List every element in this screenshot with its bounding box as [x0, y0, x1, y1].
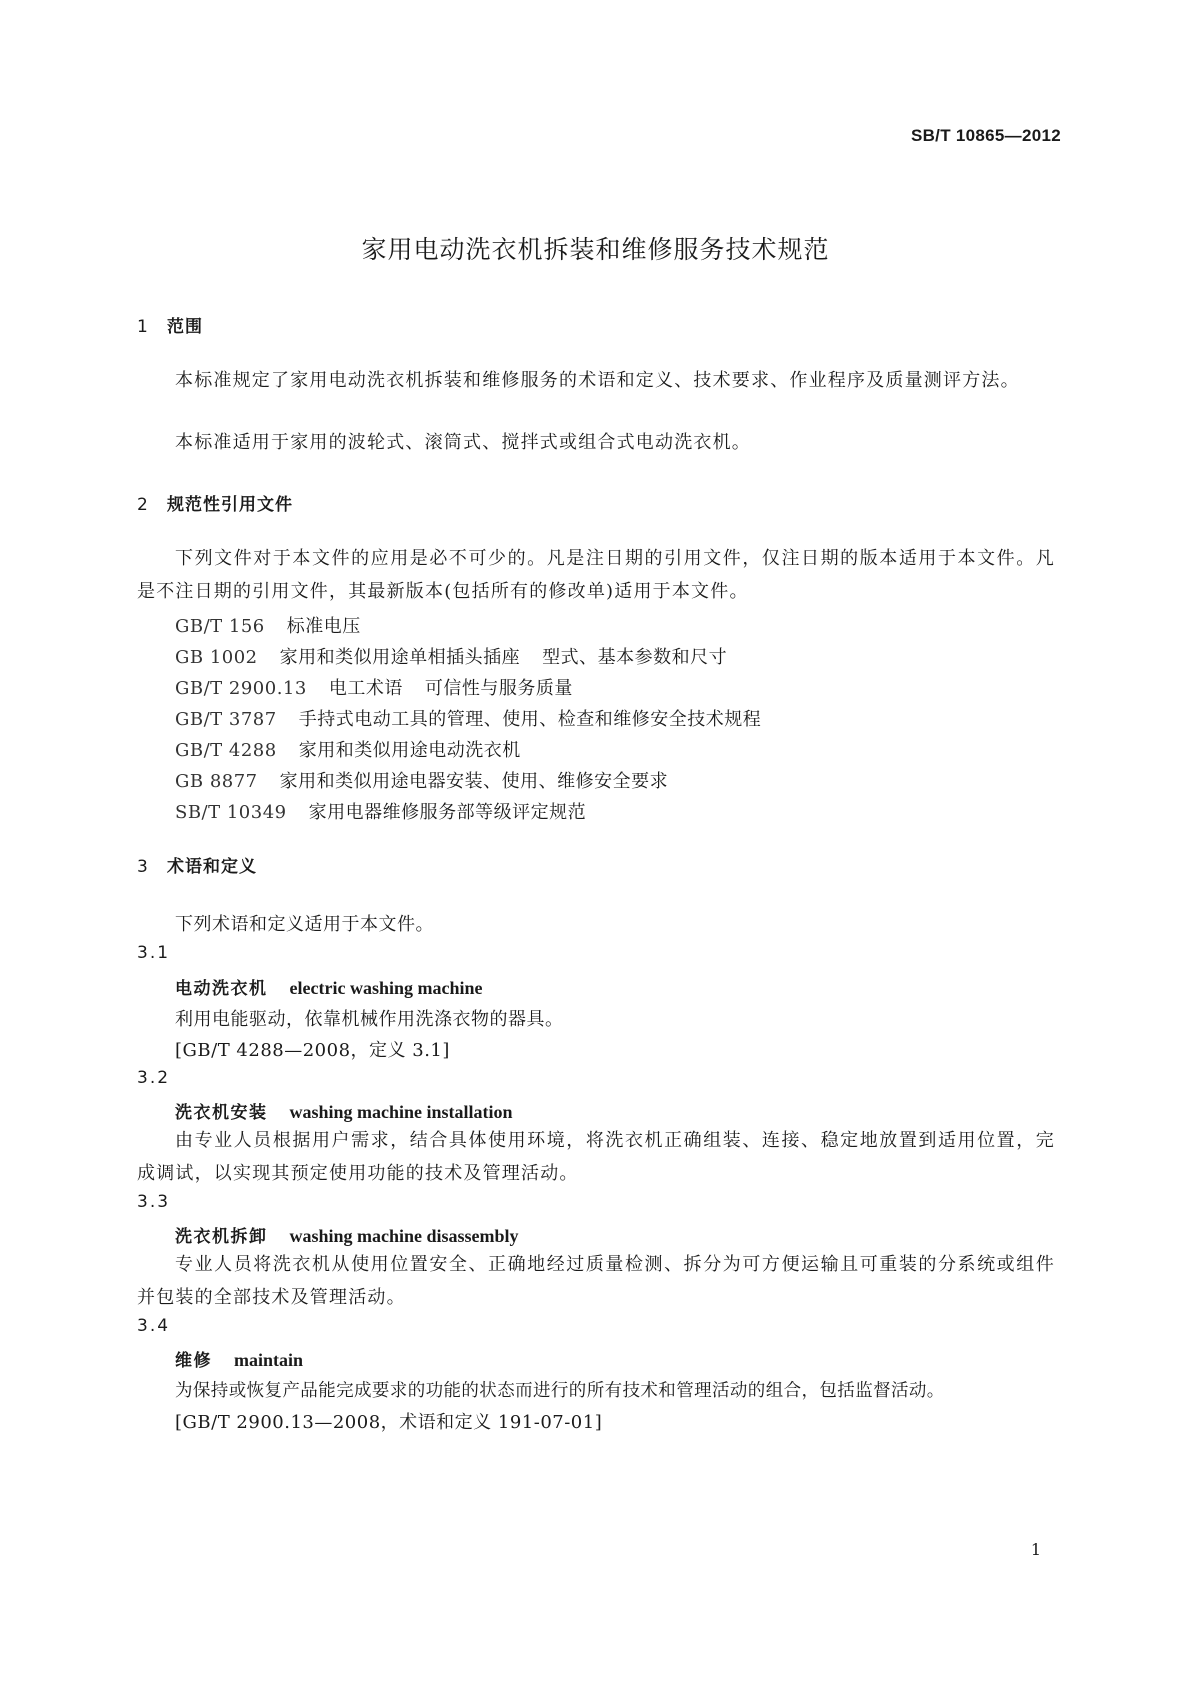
- paragraph: 下列文件对于本文件的应用是必不可少的。凡是注日期的引用文件，仅注日期的版本适用于本文件。凡是不注日期的引用文件，其最新版本(包括所有的修改单)适用于本文件。: [137, 548, 1055, 602]
- term-heading: [175, 1098, 513, 1123]
- term-heading: [175, 974, 482, 999]
- section-number: 3: [137, 857, 149, 877]
- term-source: [GB/T 4288—2008，定义 3.1]: [175, 1040, 450, 1061]
- section-title: 范围: [167, 317, 203, 337]
- reference-code: SB/T 10349: [175, 802, 287, 823]
- reference-title: 手持式电动工具的管理、使用、检查和维修安全技术规程: [298, 709, 762, 730]
- section-number: 2: [137, 495, 149, 515]
- term-number: 3.4: [137, 1316, 171, 1336]
- term-en: washing machine installation: [289, 1102, 513, 1122]
- reference-code: GB 1002: [175, 647, 258, 668]
- term-zh: 电动洗衣机: [175, 979, 268, 999]
- reference-subtitle: 可信性与服务质量: [424, 678, 573, 699]
- term-zh: 洗衣机安装: [175, 1103, 268, 1123]
- term-en: washing machine disassembly: [289, 1226, 519, 1246]
- reference-code: GB 8877: [175, 771, 258, 792]
- section-intro: 下列术语和定义适用于本文件。: [175, 914, 434, 935]
- section-number: 1: [137, 317, 149, 337]
- paragraph: 本标准适用于家用的波轮式、滚筒式、搅拌式或组合式电动洗衣机。: [175, 432, 751, 453]
- reference-code: GB/T 4288: [175, 740, 277, 761]
- document-title: 家用电动洗衣机拆装和维修服务技术规范: [361, 235, 830, 264]
- page-number: 1: [1030, 1540, 1041, 1559]
- term-zh: 洗衣机拆卸: [175, 1227, 268, 1247]
- reference-item: [175, 643, 727, 669]
- reference-code: GB/T 2900.13: [175, 678, 307, 699]
- term-zh: 维修: [175, 1351, 212, 1371]
- term-en: maintain: [234, 1350, 304, 1370]
- reference-item: [175, 767, 668, 793]
- section-3-heading: [137, 852, 257, 877]
- term-definition: 利用电能驱动，依靠机械作用洗涤衣物的器具。: [175, 1009, 564, 1030]
- reference-item: [175, 612, 361, 638]
- reference-title: 电工术语: [328, 678, 403, 699]
- section-2-heading: [137, 490, 293, 515]
- term-heading: [175, 1222, 519, 1247]
- reference-title: 标准电压: [286, 616, 361, 637]
- term-definition: 为保持或恢复产品能完成要求的功能的状态而进行的所有技术和管理活动的组合，包括监督活动。: [175, 1381, 945, 1401]
- term-definition: 由专业人员根据用户需求，结合具体使用环境，将洗衣机正确组装、连接、稳定地放置到适用位置，完成调试，以实现其预定使用功能的技术及管理活动。: [137, 1130, 1055, 1184]
- reference-code: GB/T 156: [175, 616, 265, 637]
- reference-item: [175, 674, 573, 700]
- term-heading: [175, 1346, 303, 1371]
- reference-title: 家用电器维修服务部等级评定规范: [308, 802, 587, 823]
- section-1-heading: [137, 312, 203, 337]
- reference-item: [175, 705, 761, 731]
- reference-title: 家用和类似用途单相插头插座: [279, 647, 521, 668]
- paragraph: 本标准规定了家用电动洗衣机拆装和维修服务的术语和定义、技术要求、作业程序及质量测评方法。: [175, 370, 1020, 391]
- standard-code: SB/T 10865—2012: [910, 126, 1061, 145]
- term-definition: 专业人员将洗衣机从使用位置安全、正确地经过质量检测、拆分为可方便运输且可重装的分系统或组件并包装的全部技术及管理活动。: [137, 1254, 1055, 1308]
- reference-code: GB/T 3787: [175, 709, 277, 730]
- section-title: 规范性引用文件: [167, 495, 293, 515]
- reference-subtitle: 型式、基本参数和尺寸: [542, 647, 728, 668]
- reference-title: 家用和类似用途电器安装、使用、维修安全要求: [279, 771, 669, 792]
- term-number: 3.3: [137, 1192, 171, 1212]
- term-en: electric washing machine: [289, 978, 483, 998]
- reference-item: [175, 736, 521, 762]
- term-number: 3.2: [137, 1068, 171, 1088]
- term-source: [GB/T 2900.13—2008，术语和定义 191-07-01]: [175, 1412, 603, 1433]
- reference-item: [175, 798, 586, 824]
- reference-title: 家用和类似用途电动洗衣机: [298, 740, 521, 761]
- term-number: 3.1: [137, 943, 171, 963]
- section-title: 术语和定义: [167, 857, 257, 877]
